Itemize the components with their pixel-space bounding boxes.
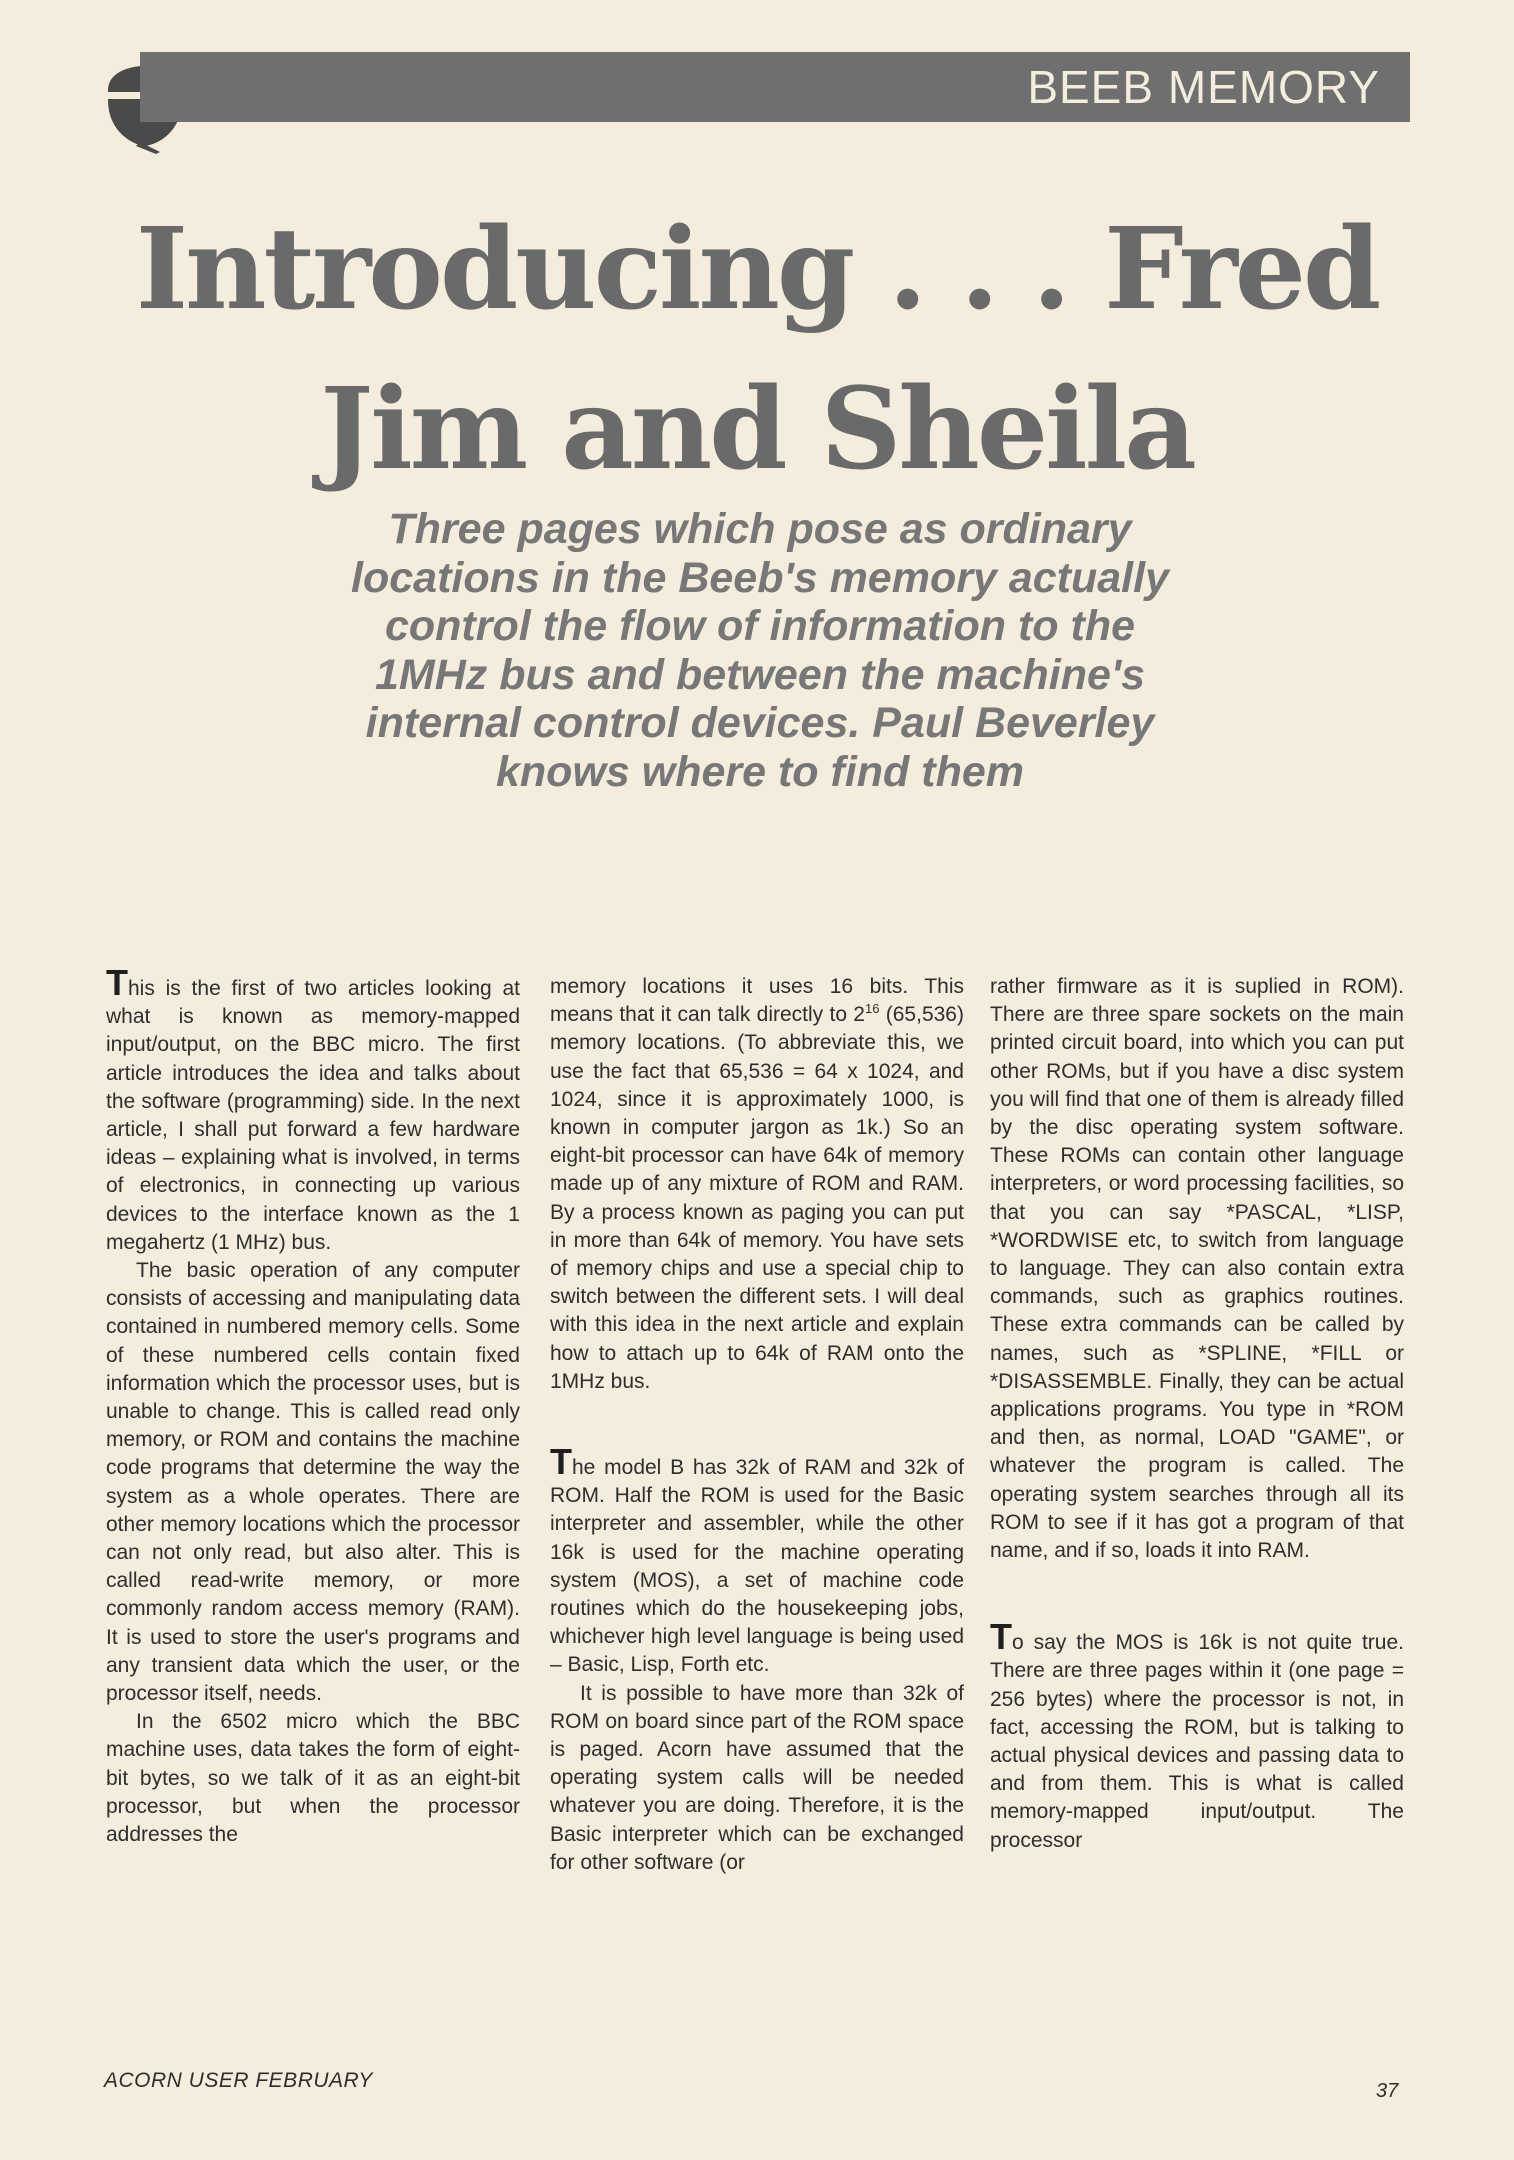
paragraph-text: he model B has 32k of RAM and 32k of ROM. Half the ROM is used for the Basic interpreter and assembler, while the other 16k is used for the machine operating system (MOS), a set of machine code routines which do the housekeeping jobs, whichever high level language is being used – Basic, Lisp, Forth etc.	[550, 1456, 964, 1677]
title-line-2: Jim and Sheila	[320, 364, 1194, 495]
drop-cap: T	[106, 962, 128, 1003]
paragraph	[550, 973, 964, 1396]
page-number: 37	[1376, 2080, 1399, 2102]
section-header-bar	[140, 52, 1410, 122]
paragraph	[550, 1441, 964, 1680]
superscript: 16	[864, 1001, 880, 1017]
article-column-1	[106, 962, 520, 1849]
drop-cap: T	[550, 1441, 572, 1483]
section-label: BEEB MEMORY	[1027, 61, 1380, 113]
title-line-1: Introducing . . . Fred	[135, 204, 1379, 335]
paragraph	[106, 962, 520, 1257]
paragraph: The basic operation of any computer consists of accessing and manipulating data contained in numbered memory cells. Some of these numbered cells contain fixed information which the processor uses, but is unable to change. This is called read only memory, or ROM and contains the machine code programs that determine the way the system as a whole operates. There are other memory locations which the processor can not only read, but also alter. This is called read-write memory, or more commonly random access memory (RAM). It is used to store the user's programs and any transient data which the user, or the processor itself, needs.	[106, 1259, 520, 1706]
paragraph: In the 6502 micro which the BBC machine uses, data takes the form of eight-bit bytes, so we talk of it as an eight-bit processor, but when the processor addresses the	[106, 1710, 520, 1847]
article-column-3	[990, 973, 1404, 1855]
paragraph	[990, 1616, 1404, 1855]
article-title	[60, 190, 1454, 510]
drop-cap: T	[990, 1616, 1012, 1658]
paragraph-text: his is the first of two articles looking at what is known as memory-mapped input/output, on the BBC micro. The first article introduces the idea and talks about the software (programming) side. In the next article, I shall put forward a few hardware ideas – explaining what is involved, in terms of electronics, in connecting up various devices to the interface known as the 1 megahertz (1 MHz) bus.	[106, 977, 520, 1254]
paragraph-text: memory locations it uses 16 bits. This means that it can talk directly to 2	[550, 975, 964, 1027]
paragraph-text: o say the MOS is 16k is not quite true. There are three pages within it (one page = 256 bytes) where the processor is not, in fact, accessing the ROM, but is talking to actual physical devices and passing data to and from them. This is what is called memory-mapped input/output. The processor	[990, 1631, 1404, 1852]
paragraph: It is possible to have more than 32k of ROM on board since part of the ROM space is paged. Acorn have assumed that the operating system calls will be needed whatever you are doing. Therefore, it is the Basic interpreter which can be exchanged for other software (or	[550, 1681, 964, 1874]
paragraph: rather firmware as it is suplied in ROM). There are three spare sockets on the main printed circuit board, into which you can put other ROMs, but if you have a disc system you will find that one of them is already filled by the disc operating system software. These ROMs can contain other language interpreters, or word processing facilities, so that you can say *PASCAL, *LISP, *WORDWISE etc, to switch from language to language. They can also contain extra commands, such as graphics routines. These extra commands can be called by names, such as *SPLINE, *FILL or *DISASSEMBLE. Finally, they can be actual applications programs. You type in *ROM and then, as normal, LOAD "GAME", or whatever the program is called. The operating system searches through all its ROM to see if it has got a program of that name, and if so, loads it into RAM.	[990, 975, 1404, 1563]
publication-footer: ACORN USER FEBRUARY	[104, 2069, 373, 2092]
paragraph-text: (65,536) memory locations. (To abbreviate this, we use the fact that 65,536 = 64 x 1024, and 1024, since it is approximately 1000, is known in computer jargon as 1k.) So an eight-bit processor can have 64k of memory made up of any mixture of ROM and RAM. By a process known as paging you can put in more than 64k of memory. You have sets of memory chips and use a special chip to switch between the different sets. I will deal with this idea in the next article and explain how to attach up to 64k of RAM onto the 1MHz bus.	[550, 1003, 964, 1393]
standfirst: Three pages which pose as ordinary locations in the Beeb's memory actually control the flow of information to the 1MHz bus and between the machine's internal control devices. Paul Beverley knows where to find them	[351, 505, 1169, 796]
article-column-2	[550, 973, 964, 1877]
